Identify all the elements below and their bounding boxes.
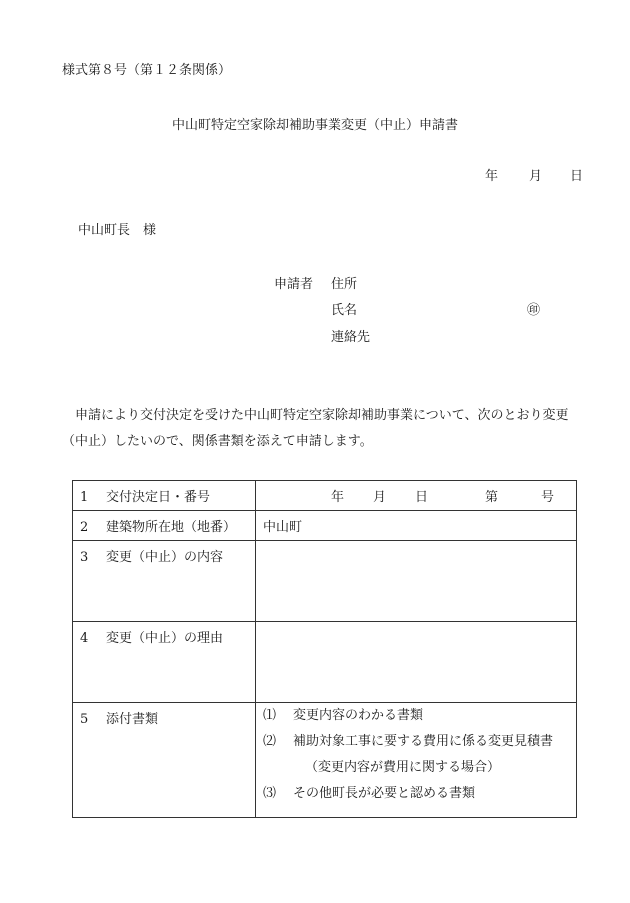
attachment-note: （変更内容が費用に関する場合）	[305, 760, 501, 775]
application-statement	[62, 403, 588, 455]
date-day-label: 日	[570, 169, 584, 184]
document-title: 中山町特定空家除却補助事業変更（中止）申請書	[171, 118, 458, 133]
decision-day-label: 日	[415, 490, 429, 505]
row-label-text: 変更（中止）の内容	[106, 550, 224, 565]
row-label	[73, 541, 256, 622]
row-label	[73, 622, 256, 703]
date-month-label: 月	[529, 169, 543, 184]
date-year-label: 年	[485, 169, 499, 184]
change-reason-field[interactable]	[256, 622, 577, 703]
row-label-text: 交付決定日・番号	[106, 490, 211, 505]
change-content-field[interactable]	[256, 541, 577, 622]
decision-month-label: 月	[373, 490, 387, 505]
row-label	[73, 481, 256, 511]
attachments-list	[256, 703, 577, 818]
row-number: 5	[80, 712, 89, 727]
attachment-item: ⑶ その他町長が必要と認める書類	[263, 786, 476, 801]
row-label-text: 建築物所在地（地番）	[106, 520, 237, 535]
row-label-text: 添付書類	[106, 712, 159, 727]
address-label: 住所	[331, 277, 358, 292]
contact-label: 連絡先	[331, 330, 371, 345]
table-row	[73, 481, 577, 511]
attachment-item: ⑴ 変更内容のわかる書類	[263, 708, 424, 723]
form-number: 様式第８号（第１２条関係）	[62, 63, 232, 78]
row-number: 2	[80, 520, 89, 535]
decision-go-label: 号	[541, 490, 555, 505]
statement-text: 申請により交付決定を受けた中山町特定空家除却補助事業について、次のとおり変更（中止）したいので、関係書類を添えて申請します。	[62, 408, 569, 449]
table-row	[73, 622, 577, 703]
table-row	[73, 541, 577, 622]
seal-mark: ㊞	[527, 303, 541, 318]
decision-date-number-field[interactable]	[256, 481, 577, 511]
building-location-field[interactable]: 中山町	[256, 511, 577, 541]
table-row	[73, 703, 577, 818]
row-number: 4	[80, 631, 89, 646]
applicant-label: 申請者	[274, 277, 314, 292]
row-label	[73, 511, 256, 541]
attachment-item: ⑵ 補助対象工事に要する費用に係る変更見積書	[263, 734, 554, 749]
row-number: 1	[80, 490, 89, 505]
decision-dai-label: 第	[485, 490, 499, 505]
decision-year-label: 年	[331, 490, 345, 505]
table-row	[73, 511, 577, 541]
application-table	[72, 480, 577, 818]
addressee: 中山町長 様	[78, 223, 157, 238]
row-label-text: 変更（中止）の理由	[106, 631, 224, 646]
row-label	[73, 703, 256, 818]
row-number: 3	[80, 550, 89, 565]
name-label: 氏名	[331, 303, 358, 318]
